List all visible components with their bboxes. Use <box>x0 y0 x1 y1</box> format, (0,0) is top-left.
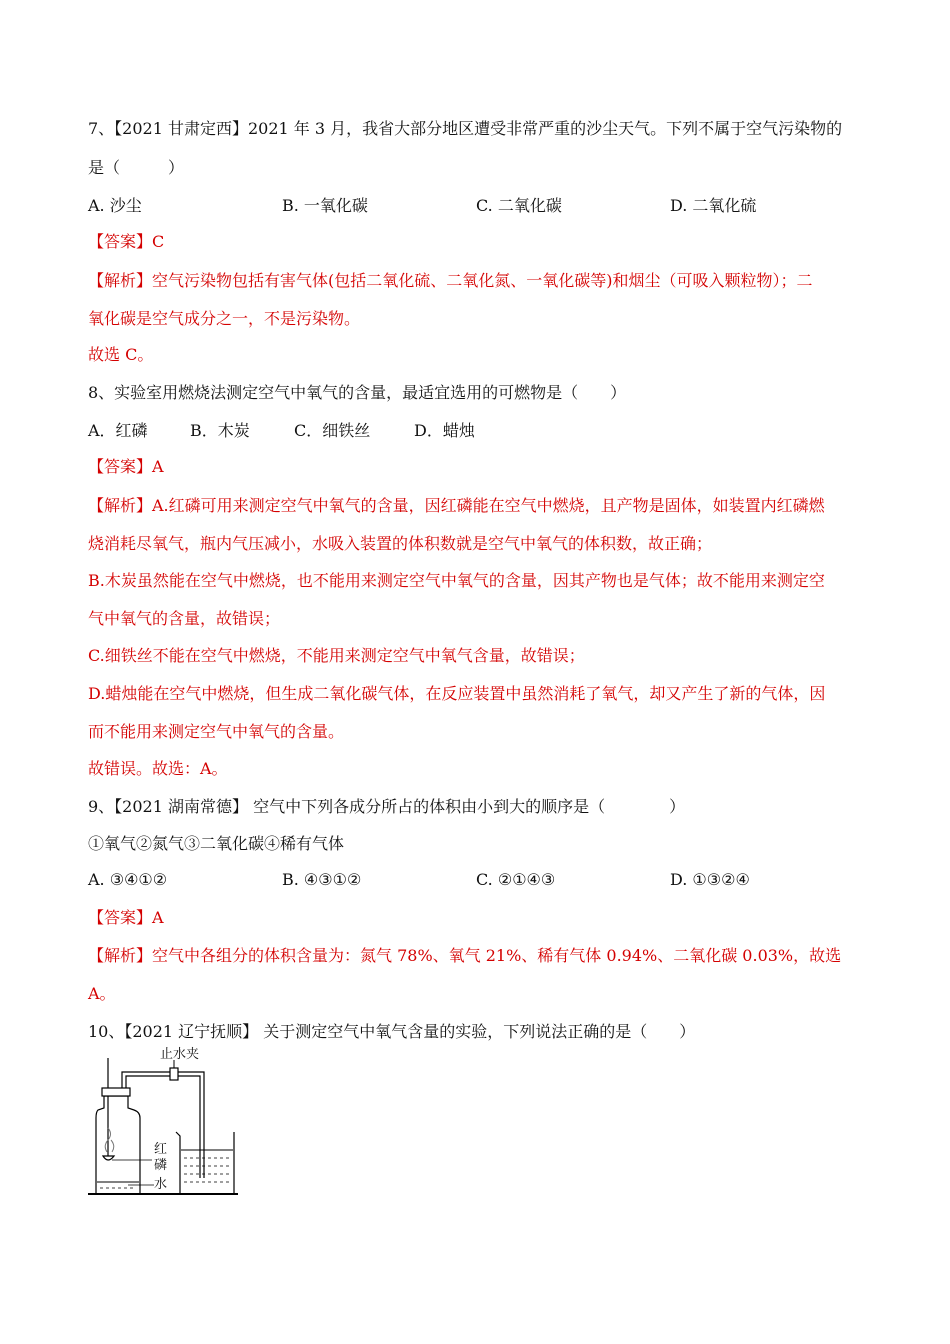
q8-analysis-line3: B.木炭虽然能在空气中燃烧，也不能用来测定空气中氧气的含量，因其产物也是气体；故不能用来测定空 <box>88 571 825 590</box>
q8-option-c: C．细铁丝 <box>294 421 371 440</box>
q8-analysis-line8: 故错误。故选：A。 <box>88 759 228 778</box>
q7-option-d: D. 二氧化硫 <box>670 196 757 215</box>
q8-analysis-line5: C.细铁丝不能在空气中燃烧，不能用来测定空气中氧气含量，故错误； <box>88 646 585 665</box>
q7-stem-line1: 7、【2021 甘肃定西】2021 年 3 月，我省大部分地区遭受非常严重的沙尘天气。下列不属于空气污染物的 <box>88 119 843 138</box>
q8-analysis-line6: D.蜡烛能在空气中燃烧，但生成二氧化碳气体，在反应装置中虽然消耗了氧气，却又产生了新的气体，因 <box>88 684 826 703</box>
gas-jar <box>96 1096 140 1194</box>
q9-answer: 【答案】A <box>88 908 164 927</box>
q9-option-d: D. ①③②④ <box>670 870 750 889</box>
q8-analysis-line4: 气中氧气的含量，故错误； <box>88 609 281 628</box>
q8-analysis-line2: 烧消耗尽氧气，瓶内气压减小，水吸入装置的体积数就是空气中氧气的体积数，故正确； <box>88 534 713 553</box>
rubber-stopper <box>102 1088 130 1096</box>
q9-option-b: B. ④③①② <box>282 870 362 889</box>
q7-option-a: A. 沙尘 <box>88 196 142 215</box>
apparatus-diagram <box>88 1058 248 1198</box>
q7-answer: 【答案】C <box>88 232 165 251</box>
q8-option-d: D．蜡烛 <box>414 421 475 440</box>
water-clamp <box>170 1068 178 1080</box>
beaker <box>176 1132 234 1194</box>
q9-option-a: A. ③④①② <box>88 870 168 889</box>
q8-option-b: B．木炭 <box>190 421 250 440</box>
q8-analysis-line1: 【解析】A.红磷可用来测定空气中氧气的含量，因红磷能在空气中燃烧，且产物是固体，如装置内红磷燃 <box>88 496 825 515</box>
phosphorus-label: 红磷 <box>154 1142 168 1173</box>
q7-stem-line2: 是（ ） <box>88 158 185 177</box>
q8-stem: 8、实验室用燃烧法测定空气中氧气的含量，最适宜选用的可燃物是（ ） <box>88 383 627 402</box>
clamp-label: 止水夹 <box>160 1047 200 1062</box>
q7-analysis-line2: 氧化碳是空气成分之一，不是污染物。 <box>88 309 361 328</box>
q9-analysis-line2: A。 <box>88 984 116 1003</box>
q7-analysis-line3: 故选 C。 <box>88 345 154 364</box>
q9-analysis-line1: 【解析】空气中各组分的体积含量为：氮气 78%、氧气 21%、稀有气体 0.94%、二氧化碳 0.03%，故选 <box>88 946 842 965</box>
q7-analysis-line1: 【解析】空气污染物包括有害气体(包括二氧化硫、二氧化氮、一氧化碳等)和烟尘（可吸入颗粒物）；二 <box>88 271 813 290</box>
q7-option-c: C. 二氧化碳 <box>476 196 562 215</box>
q8-analysis-line7: 而不能用来测定空气中氧气的含量。 <box>88 722 345 741</box>
q9-option-c: C. ②①④③ <box>476 870 556 889</box>
smoke-plume-2 <box>111 1140 114 1152</box>
q10-stem: 10、【2021 辽宁抚顺】 关于测定空气中氧气含量的实验，下列说法正确的是（ ） <box>88 1022 696 1041</box>
oxygen-apparatus-figure <box>88 1047 248 1198</box>
q8-answer: 【答案】A <box>88 457 164 476</box>
q8-option-a: A．红磷 <box>88 421 148 440</box>
q7-option-b: B. 一氧化碳 <box>282 196 368 215</box>
q9-list: ①氧气②氮气③二氧化碳④稀有气体 <box>88 834 345 853</box>
combustion-spoon <box>103 1156 114 1160</box>
water-label: 水 <box>154 1177 168 1192</box>
q9-stem: 9、【2021 湖南常德】 空气中下列各成分所占的体积由小到大的顺序是（ ） <box>88 797 686 816</box>
